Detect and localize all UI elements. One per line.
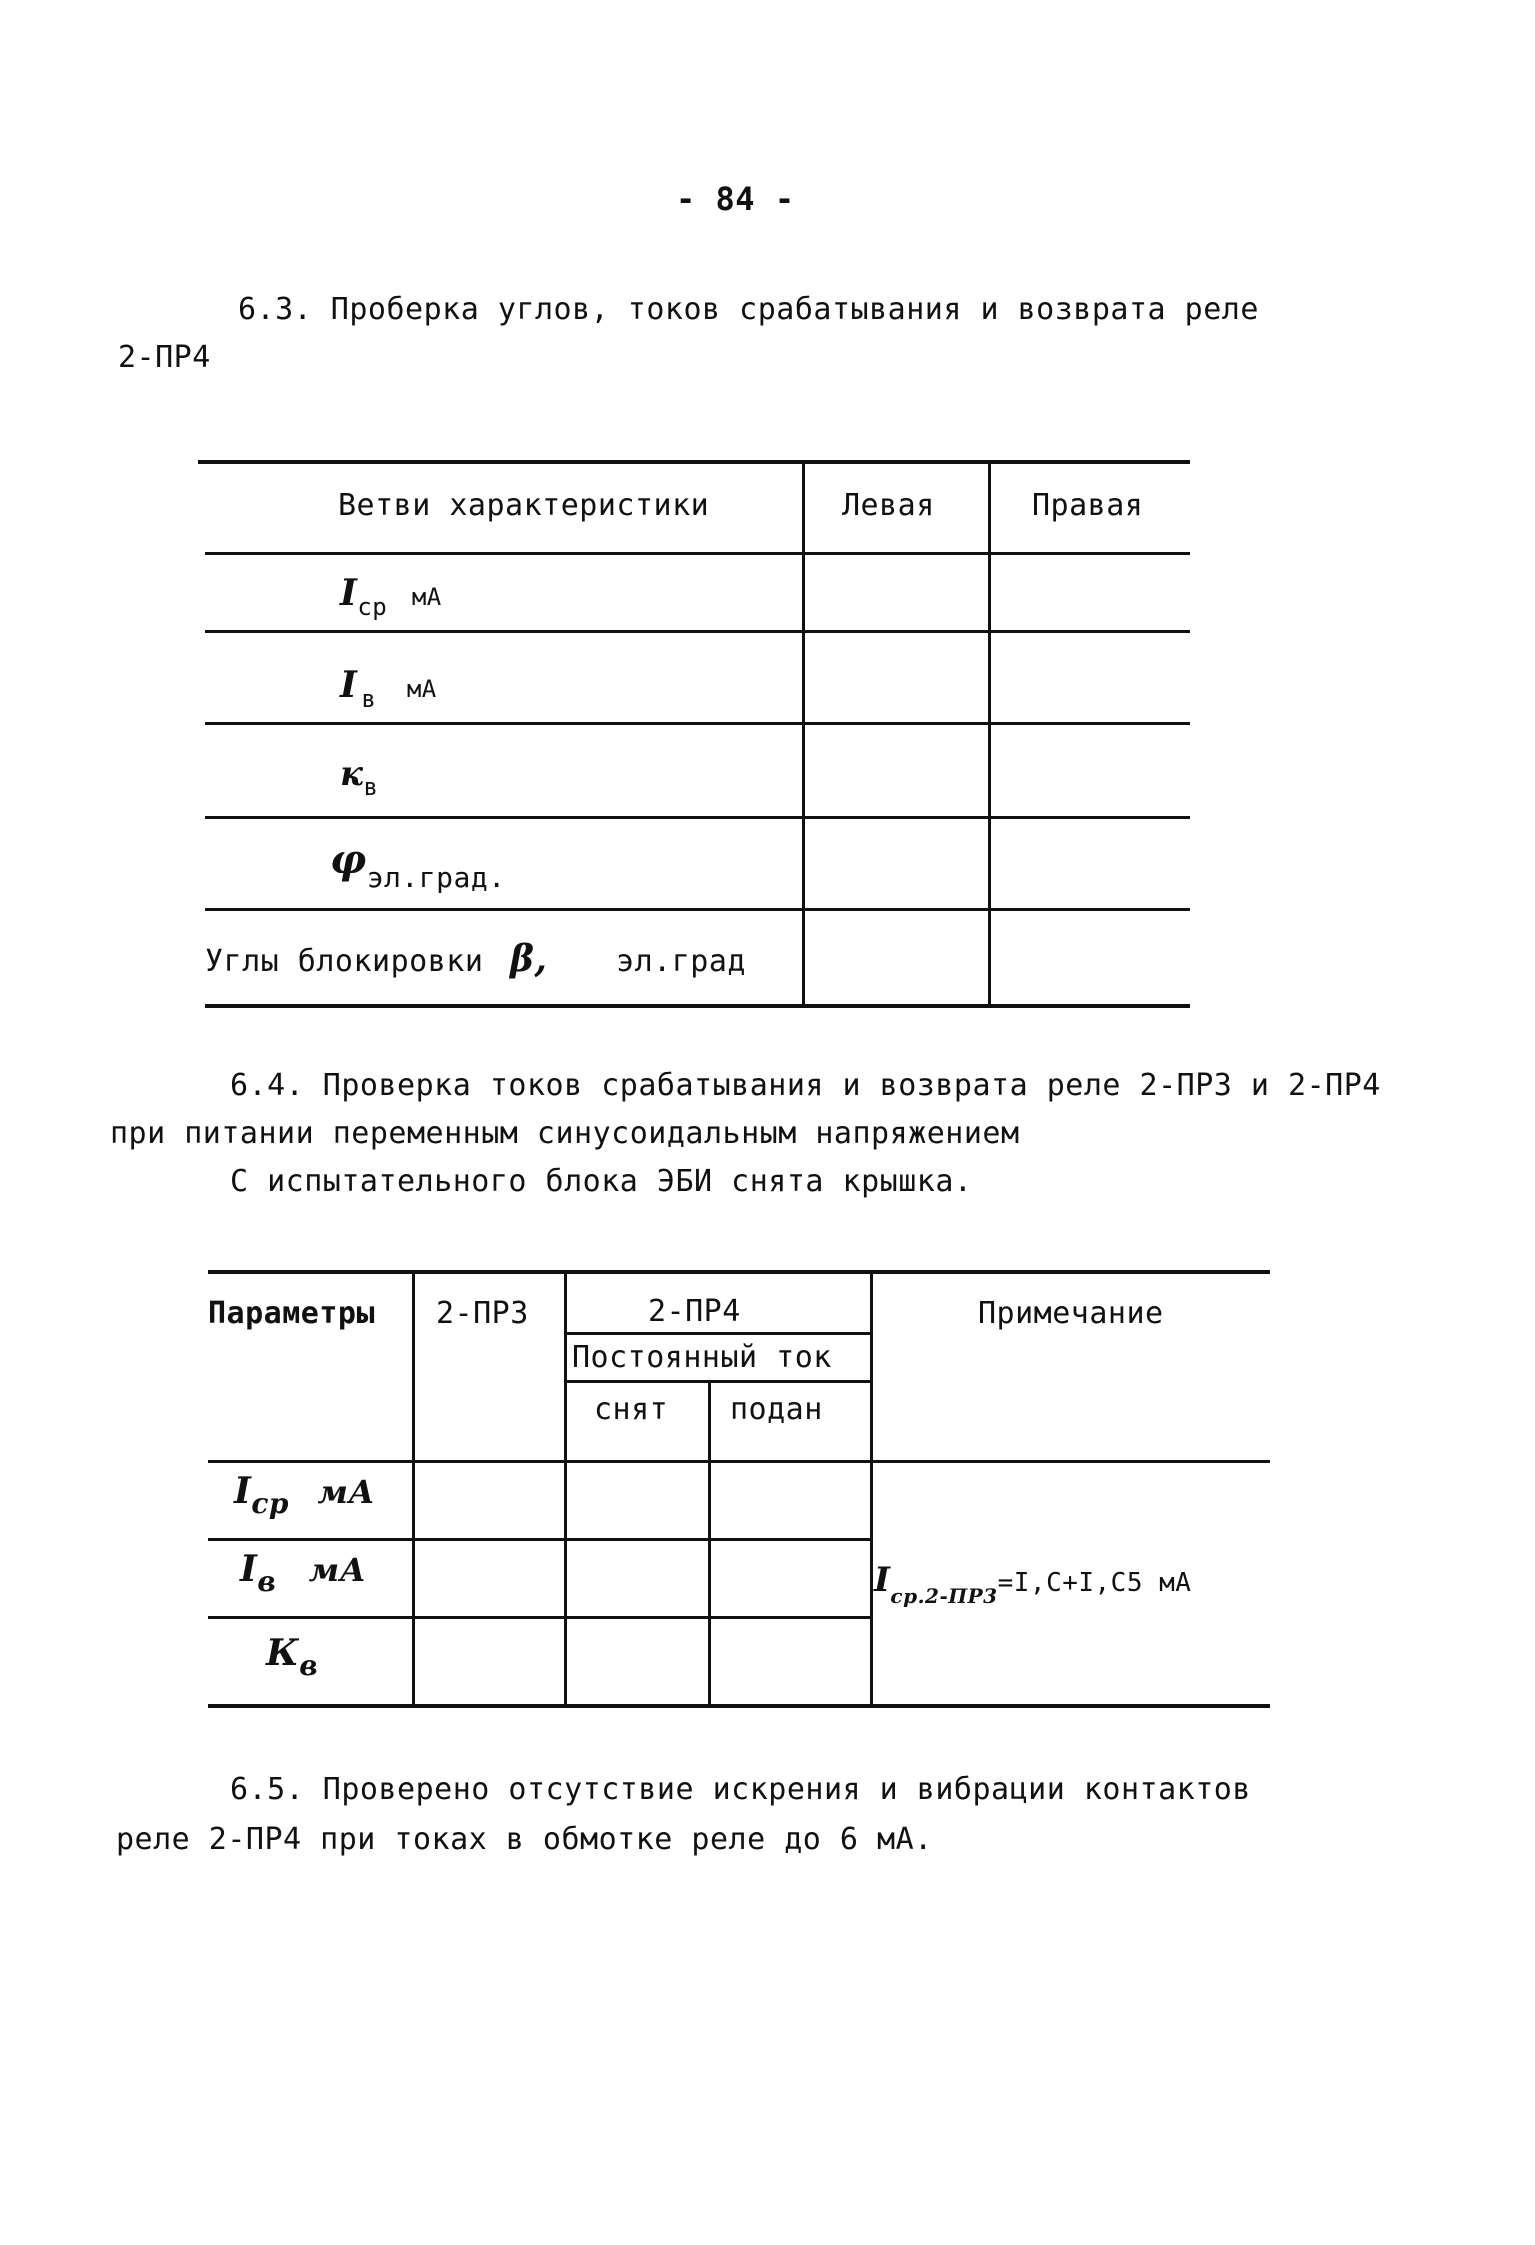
table2-row-return-current <box>240 1548 367 1598</box>
section-6-3-relay: 2-ПР4 <box>118 340 211 375</box>
ratio-symbol: К <box>266 1632 300 1674</box>
table2-row-divider <box>208 1538 872 1541</box>
current-symbol: I <box>874 1560 891 1600</box>
table2-header-params: Параметры <box>208 1296 376 1331</box>
subscript: в <box>363 773 379 801</box>
ratio-symbol: к <box>340 754 364 794</box>
table2-bottom-border <box>208 1704 1270 1708</box>
section-6-4-line3: С испытательного блока ЭБИ снята крышка. <box>230 1164 973 1199</box>
section-6-3-heading: 6.3. Проберка углов, токов срабатывания и возврата реле <box>238 292 1259 327</box>
table1-header-branches: Ветви характеристики <box>338 488 710 523</box>
table2-note-formula <box>874 1560 1192 1608</box>
table2-row-divider <box>208 1616 872 1619</box>
current-symbol: I <box>340 664 358 706</box>
table2-sub-divider <box>566 1332 872 1335</box>
unit-label: мА <box>406 675 437 703</box>
table1-row-divider <box>205 722 1190 725</box>
table1-header-right: Правая <box>1032 488 1144 523</box>
table2-col-divider <box>412 1270 415 1708</box>
table2-col-divider <box>708 1380 711 1708</box>
phi-symbol: φ <box>330 836 367 883</box>
table1-row-return-ratio <box>340 754 379 801</box>
unit-label: мА <box>308 1551 367 1589</box>
note-value: =I,С+I,С5 мА <box>997 1568 1192 1598</box>
table1-row-blocking-angles <box>205 938 746 980</box>
table1-header-left: Левая <box>842 488 935 523</box>
table1-row-return-current <box>340 664 437 713</box>
table2-col-divider <box>564 1270 567 1708</box>
table2-col-divider <box>870 1270 873 1708</box>
table1-row-pickup-current <box>340 572 442 621</box>
current-symbol: I <box>240 1548 258 1590</box>
subscript: ср.2-ПР3 <box>890 1584 998 1608</box>
table1-row-divider <box>205 908 1190 911</box>
unit-label: эл.град <box>616 944 746 979</box>
unit-label: мА <box>317 1473 376 1511</box>
subscript: в <box>361 685 377 713</box>
table2-sub-divider <box>566 1380 872 1383</box>
page-number: - 84 - <box>676 180 795 218</box>
table1-row-divider <box>205 552 1190 555</box>
table1-row-angle <box>330 836 506 894</box>
unit-label: мА <box>411 583 442 611</box>
table2-row-return-ratio <box>266 1632 319 1682</box>
subscript: в <box>299 1649 319 1682</box>
table2-top-border <box>208 1270 1270 1274</box>
table1-col-divider <box>802 460 805 1008</box>
current-symbol: I <box>234 1470 252 1512</box>
table2-header-note: Примечание <box>978 1296 1164 1331</box>
subscript: ср <box>357 593 388 621</box>
table1-col-divider <box>988 460 991 1008</box>
section-6-5-heading: 6.5. Проверено отсутствие искрения и вибрации контактов <box>230 1772 1251 1807</box>
table2-header-dc: Постоянный ток <box>572 1340 832 1375</box>
section-6-4-heading: 6.4. Проверка токов срабатывания и возврата реле 2-ПР3 и 2-ПР4 <box>230 1068 1381 1103</box>
current-symbol: I <box>340 572 358 614</box>
blocking-angles-label: Углы блокировки <box>205 944 484 979</box>
table1-row-divider <box>205 816 1190 819</box>
subscript: эл.град. <box>366 861 506 894</box>
subscript: ср <box>251 1487 289 1520</box>
section-6-4-line2: при питании переменным синусоидальным напряжением <box>110 1116 1020 1151</box>
table2-header-pr4: 2-ПР4 <box>648 1294 741 1329</box>
subscript: в <box>257 1565 277 1598</box>
table2-header-dc-on: подан <box>730 1392 823 1427</box>
table2-row-pickup-current <box>234 1470 376 1520</box>
table2-header-dc-off: снят <box>594 1392 669 1427</box>
table1-row-divider <box>205 630 1190 633</box>
section-6-5-line2: реле 2-ПР4 при токах в обмотке реле до 6 мА. <box>116 1822 933 1857</box>
table2-header-bottom <box>208 1460 1270 1463</box>
table1-bottom-border <box>205 1004 1190 1008</box>
table1-top-border <box>198 460 1190 464</box>
beta-symbol: β, <box>510 938 548 980</box>
table2-header-pr3: 2-ПР3 <box>436 1296 529 1331</box>
